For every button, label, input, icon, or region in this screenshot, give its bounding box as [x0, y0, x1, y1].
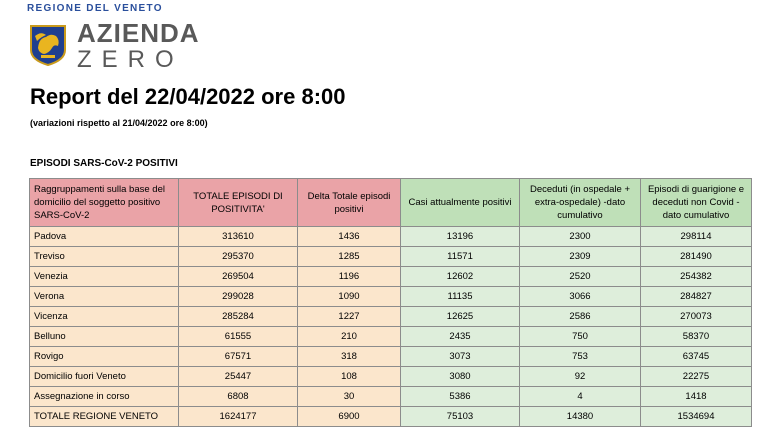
table-total-row: [30, 407, 752, 427]
lion-of-saint-mark-icon: [29, 24, 67, 66]
cell-total: 25447: [179, 367, 298, 387]
table-header-row: [30, 179, 752, 227]
cell-deaths: 2300: [520, 227, 641, 247]
cell-delta: 1227: [298, 307, 401, 327]
agency-name-line1: AZIENDA: [77, 18, 200, 48]
cell-delta: 210: [298, 327, 401, 347]
cell-active: 2435: [401, 327, 520, 347]
cell-active: 12602: [401, 267, 520, 287]
table-row: [30, 367, 752, 387]
region-name: REGIONE DEL VENETO: [27, 3, 163, 14]
cell-total: 61555: [179, 327, 298, 347]
cell-recovered: 1534694: [641, 407, 752, 427]
cell-delta: 1196: [298, 267, 401, 287]
cell-total: 67571: [179, 347, 298, 367]
table-row: [30, 287, 752, 307]
column-header-total: TOTALE EPISODI DI POSITIVITA': [179, 179, 298, 227]
cell-delta: 6900: [298, 407, 401, 427]
cell-group: Rovigo: [30, 347, 179, 367]
cell-total: 285284: [179, 307, 298, 327]
cell-total: 313610: [179, 227, 298, 247]
positives-table: [29, 178, 752, 427]
cell-recovered: 270073: [641, 307, 752, 327]
table-row: [30, 387, 752, 407]
table-row: [30, 267, 752, 287]
cell-recovered: 1418: [641, 387, 752, 407]
table-row: [30, 307, 752, 327]
cell-total: 269504: [179, 267, 298, 287]
cell-active: 13196: [401, 227, 520, 247]
section-title: EPISODI SARS-CoV-2 POSITIVI: [30, 158, 178, 169]
cell-recovered: 298114: [641, 227, 752, 247]
cell-recovered: 22275: [641, 367, 752, 387]
table-row: [30, 327, 752, 347]
cell-deaths: 750: [520, 327, 641, 347]
cell-group: Treviso: [30, 247, 179, 267]
report-title: Report del 22/04/2022 ore 8:00: [30, 84, 346, 109]
column-header-deaths: Deceduti (in ospedale + extra-ospedale) -dato cumulativo: [520, 179, 641, 227]
column-header-delta: Delta Totale episodi positivi: [298, 179, 401, 227]
cell-deaths: 3066: [520, 287, 641, 307]
cell-active: 12625: [401, 307, 520, 327]
cell-active: 5386: [401, 387, 520, 407]
cell-delta: 1436: [298, 227, 401, 247]
cell-delta: 30: [298, 387, 401, 407]
cell-deaths: 14380: [520, 407, 641, 427]
table-row: [30, 247, 752, 267]
cell-group: Padova: [30, 227, 179, 247]
cell-active: 3073: [401, 347, 520, 367]
cell-group: Belluno: [30, 327, 179, 347]
cell-deaths: 4: [520, 387, 641, 407]
cell-delta: 1285: [298, 247, 401, 267]
cell-deaths: 2309: [520, 247, 641, 267]
cell-group: Venezia: [30, 267, 179, 287]
cell-total: 299028: [179, 287, 298, 307]
cell-delta: 108: [298, 367, 401, 387]
cell-recovered: 58370: [641, 327, 752, 347]
table-row: [30, 347, 752, 367]
cell-active: 11135: [401, 287, 520, 307]
cell-group: TOTALE REGIONE VENETO: [30, 407, 179, 427]
column-header-active: Casi attualmente positivi: [401, 179, 520, 227]
cell-recovered: 63745: [641, 347, 752, 367]
column-header-recovered: Episodi di guarigione e deceduti non Covid - dato cumulativo: [641, 179, 752, 227]
cell-delta: 1090: [298, 287, 401, 307]
cell-active: 11571: [401, 247, 520, 267]
cell-deaths: 2586: [520, 307, 641, 327]
cell-group: Vicenza: [30, 307, 179, 327]
cell-deaths: 2520: [520, 267, 641, 287]
cell-total: 6808: [179, 387, 298, 407]
table-row: [30, 227, 752, 247]
cell-total: 295370: [179, 247, 298, 267]
cell-group: Verona: [30, 287, 179, 307]
table-body: [30, 227, 752, 427]
cell-deaths: 92: [520, 367, 641, 387]
cell-deaths: 753: [520, 347, 641, 367]
cell-active: 75103: [401, 407, 520, 427]
cell-active: 3080: [401, 367, 520, 387]
cell-group: Assegnazione in corso: [30, 387, 179, 407]
column-header-group: Raggruppamenti sulla base del domicilio del soggetto positivo SARS-CoV-2: [30, 179, 179, 227]
cell-group: Domicilio fuori Veneto: [30, 367, 179, 387]
report-subtitle: (variazioni rispetto al 21/04/2022 ore 8:00): [30, 118, 208, 128]
cell-recovered: 254382: [641, 267, 752, 287]
cell-recovered: 284827: [641, 287, 752, 307]
cell-recovered: 281490: [641, 247, 752, 267]
cell-total: 1624177: [179, 407, 298, 427]
cell-delta: 318: [298, 347, 401, 367]
agency-name-line2: ZERO: [77, 46, 184, 73]
